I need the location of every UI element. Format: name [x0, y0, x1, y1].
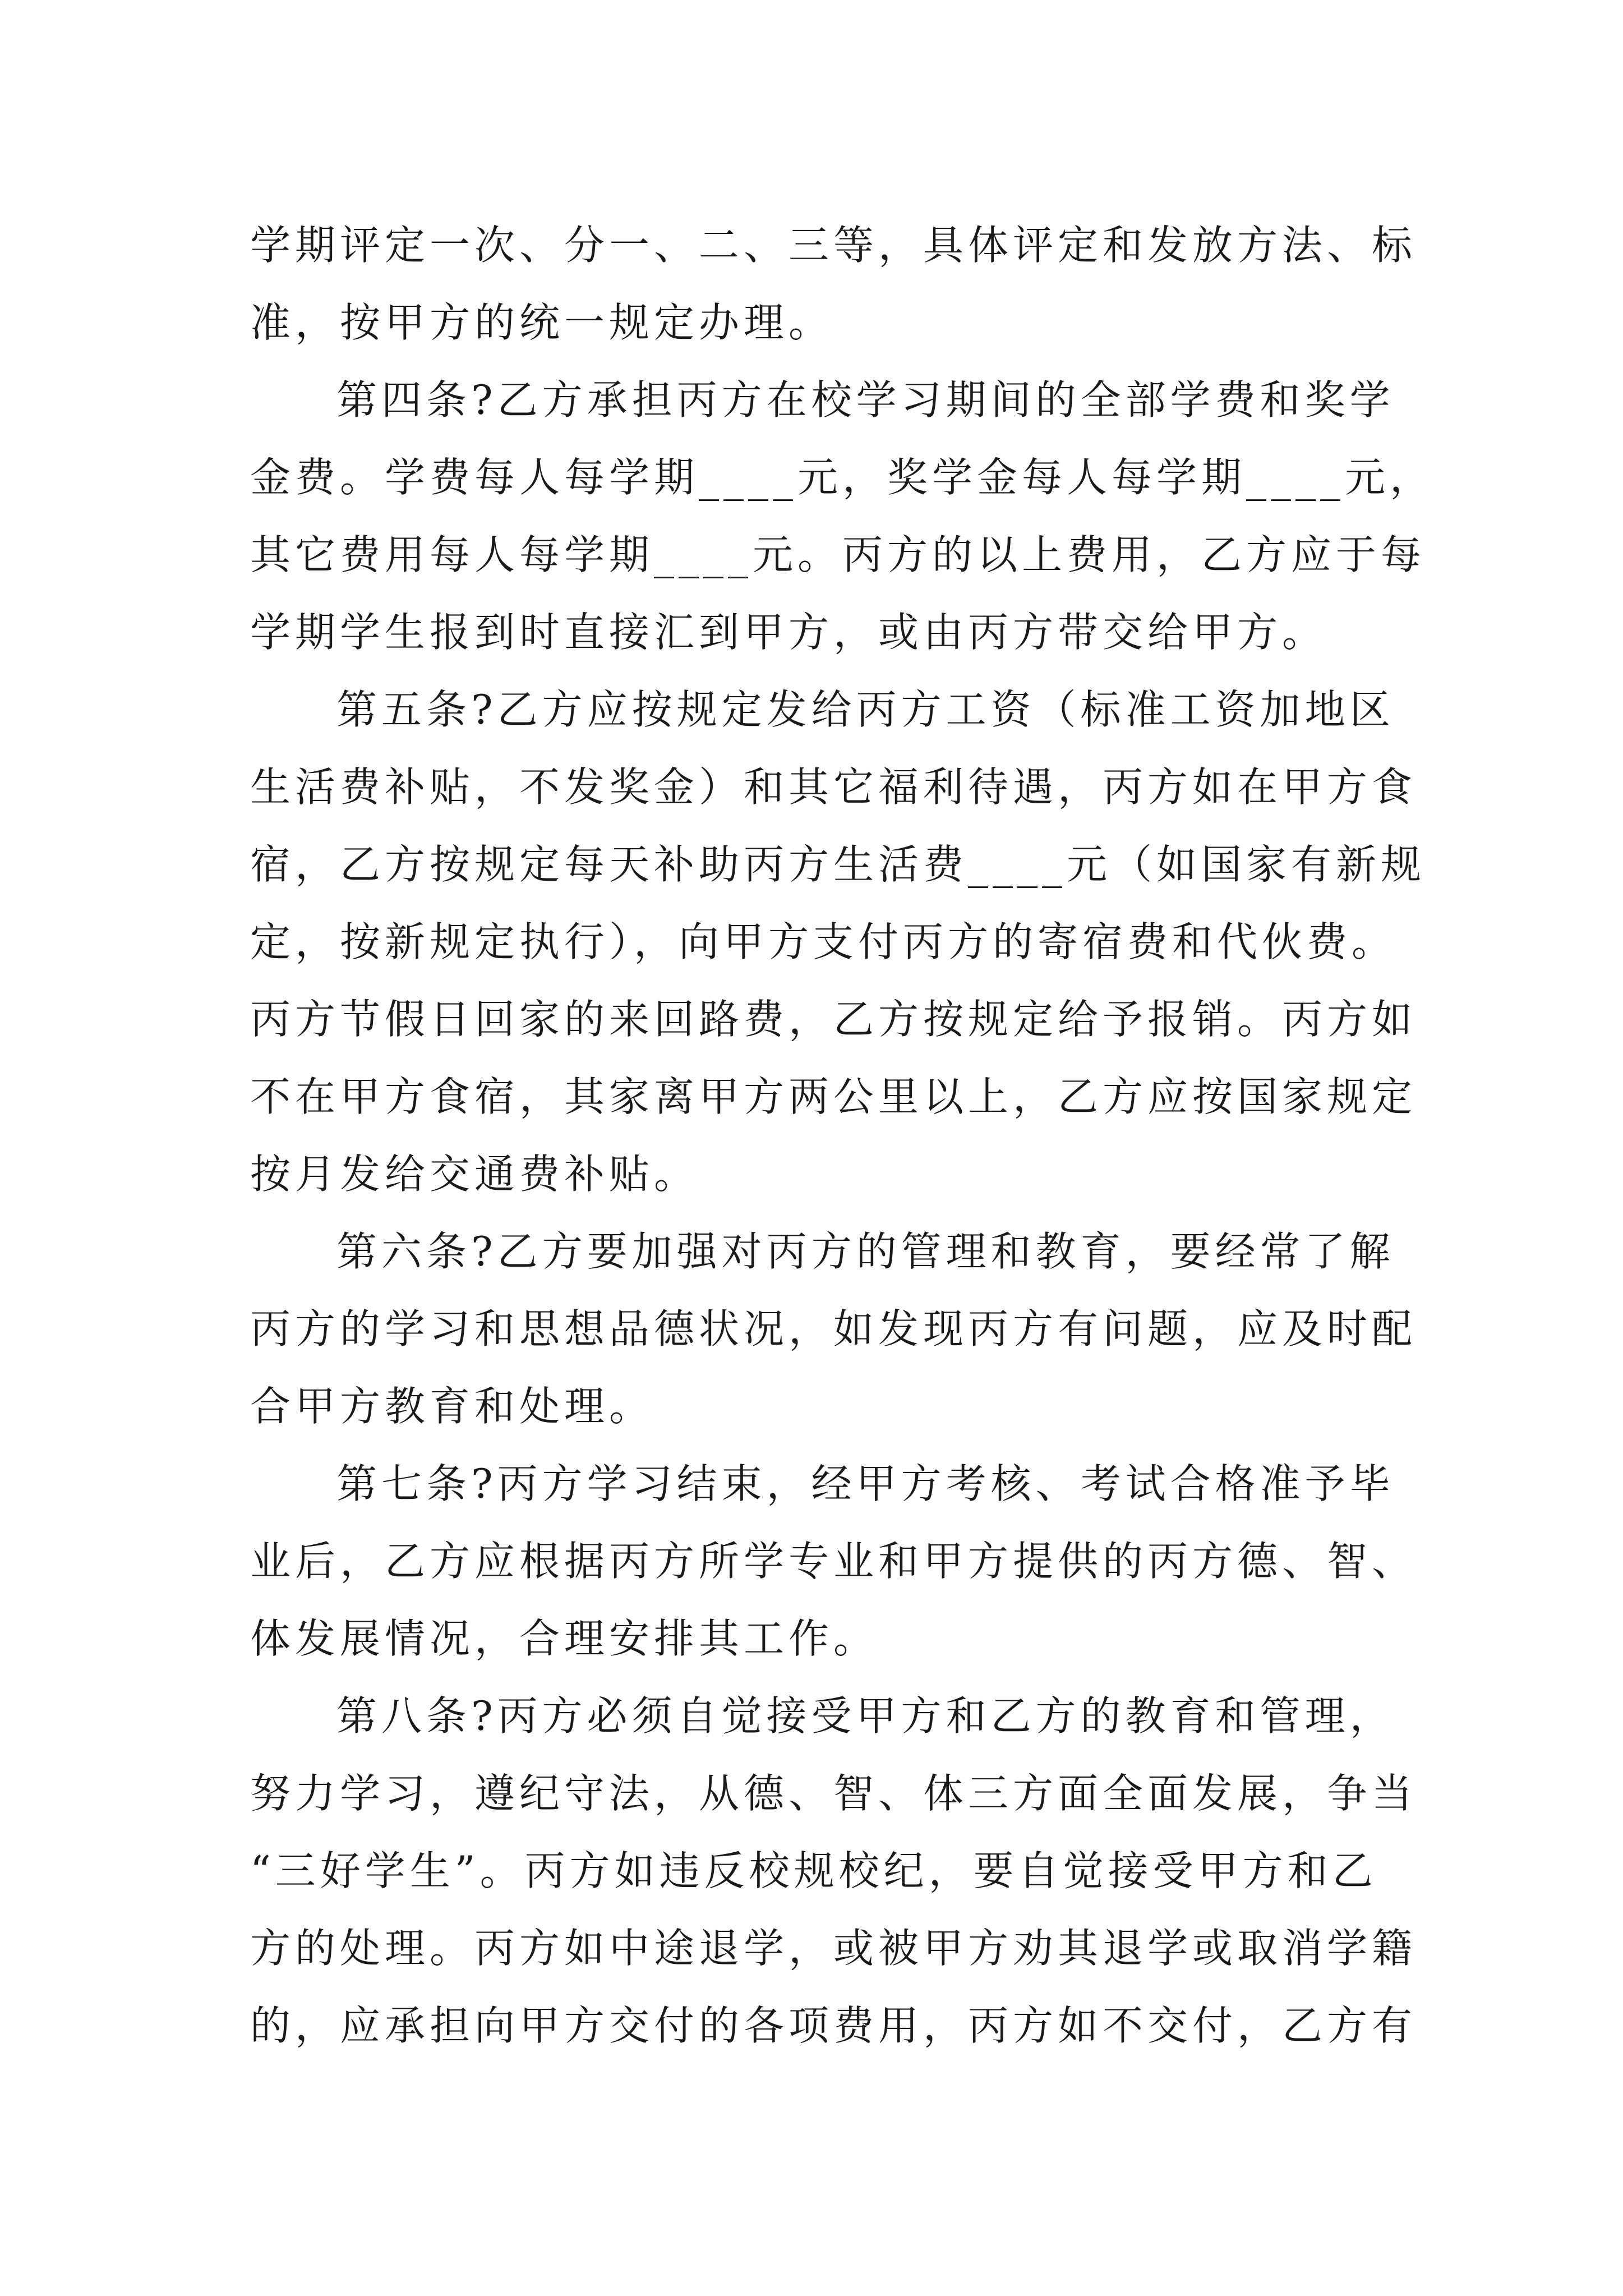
text-line: 丙方的学习和思想品德状况，如发现丙方有问题，应及时配: [250, 1305, 1417, 1352]
text-line: 方的处理。丙方如中途退学，或被甲方劝其退学或取消学籍: [250, 1925, 1417, 1972]
article-8-heading-line: 第八条?丙方必须自觉接受甲方和乙方的教育和管理，: [336, 1692, 1395, 1740]
text-line: 体发展情况，合理安排其工作。: [250, 1615, 879, 1662]
text-line: 丙方节假日回家的来回路费，乙方按规定给予报销。丙方如: [250, 996, 1417, 1043]
text-line: 业后，乙方应根据丙方所学专业和甲方提供的丙方德、智、: [250, 1538, 1417, 1585]
text-line: 其它费用每人每学期____元。丙方的以上费用，乙方应于每: [250, 531, 1426, 578]
text-line: 合甲方教育和处理。: [250, 1383, 654, 1430]
text-line: 的，应承担向甲方交付的各项费用，丙方如不交付，乙方有: [250, 2002, 1417, 2049]
text-line: 金费。学费每人每学期____元，奖学金每人每学期____元，: [250, 454, 1435, 501]
text-line: 按月发给交通费补贴。: [250, 1151, 699, 1198]
article-7-heading-line: 第七条?丙方学习结束，经甲方考核、考试合格准予毕: [336, 1460, 1395, 1507]
text-line: 生活费补贴，不发奖金）和其它福利待遇，丙方如在甲方食: [250, 763, 1417, 811]
text-line: 定，按新规定执行），向甲方支付丙方的寄宿费和代伙费。: [250, 918, 1397, 965]
text-line: 宿，乙方按规定每天补助丙方生活费____元（如国家有新规: [250, 841, 1426, 888]
text-line: 准，按甲方的统一规定办理。: [250, 299, 834, 346]
article-5-heading-line: 第五条?乙方应按规定发给丙方工资（标准工资加地区: [336, 686, 1395, 733]
article-4-heading-line: 第四条?乙方承担丙方在校学习期间的全部学费和奖学: [336, 376, 1395, 424]
text-line: 学期评定一次、分一、二、三等，具体评定和发放方法、标: [250, 222, 1417, 269]
text-line: 学期学生报到时直接汇到甲方，或由丙方带交给甲方。: [250, 609, 1327, 656]
document-body: [250, 206, 1435, 2064]
text-line: 不在甲方食宿，其家离甲方两公里以上，乙方应按国家规定: [250, 1073, 1417, 1120]
text-line: 努力学习，遵纪守法，从德、智、体三方面全面发展，争当: [250, 1770, 1417, 1817]
text-line: “三好学生”。丙方如违反校规校纪，要自觉接受甲方和乙: [250, 1847, 1377, 1894]
article-6-heading-line: 第六条?乙方要加强对丙方的管理和教育，要经常了解: [336, 1228, 1395, 1275]
